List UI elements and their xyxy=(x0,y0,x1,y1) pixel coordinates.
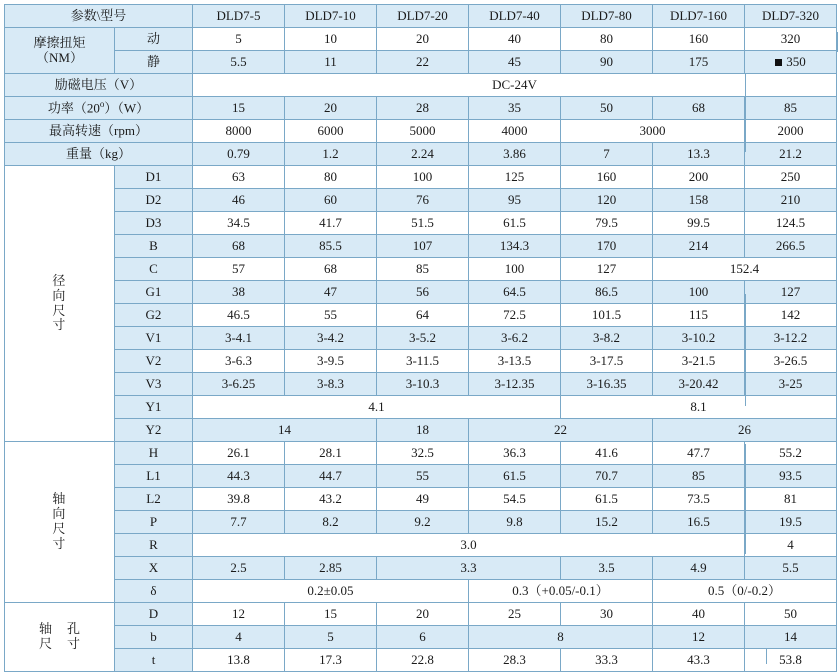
header-model-1: DLD7-10 xyxy=(285,5,377,28)
cell-x-2: 3.3 xyxy=(377,557,561,580)
table-row xyxy=(5,603,837,626)
cell-v1-4: 3-8.2 xyxy=(561,327,653,350)
cell-c-5: 152.4 xyxy=(653,258,837,281)
header-model-5: DLD7-160 xyxy=(653,5,745,28)
cell-boret-5: 43.3 xyxy=(653,649,745,672)
cell-weight-6: 21.2 xyxy=(745,143,837,166)
row-name-b: B xyxy=(115,235,193,258)
table-row xyxy=(5,580,837,603)
cell-d2-3: 95 xyxy=(469,189,561,212)
axial-ch-1: 轴 xyxy=(52,491,67,507)
cell-v3-0: 3-6.25 xyxy=(193,373,285,396)
cell-torque-sta-3: 45 xyxy=(469,51,561,74)
cell-d1-5: 200 xyxy=(653,166,745,189)
row-name-r: R xyxy=(115,534,193,557)
cell-v1-1: 3-4.2 xyxy=(285,327,377,350)
cell-c-1: 68 xyxy=(285,258,377,281)
group-label-radial xyxy=(5,166,115,442)
cell-d2-0: 46 xyxy=(193,189,285,212)
cell-g1-0: 38 xyxy=(193,281,285,304)
cell-p-6: 19.5 xyxy=(745,511,837,534)
row-name-g1: G1 xyxy=(115,281,193,304)
cell-h-1: 28.1 xyxy=(285,442,377,465)
header-model-6: DLD7-320 xyxy=(745,5,837,28)
cell-power-5: 68 xyxy=(653,97,745,120)
cell-g1-3: 64.5 xyxy=(469,281,561,304)
cell-y1-a: 4.1 xyxy=(193,396,561,419)
cell-y2-c: 22 xyxy=(469,419,653,442)
cell-g1-5: 100 xyxy=(653,281,745,304)
cell-boret-1: 17.3 xyxy=(285,649,377,672)
cell-torque-sta-6 xyxy=(745,51,837,74)
cell-v3-2: 3-10.3 xyxy=(377,373,469,396)
cell-torque-dyn-4: 80 xyxy=(561,28,653,51)
cell-bored-6: 50 xyxy=(745,603,837,626)
row-name-g2: G2 xyxy=(115,304,193,327)
table-row xyxy=(5,419,837,442)
cell-power-6: 85 xyxy=(745,97,837,120)
row-name-d3: D3 xyxy=(115,212,193,235)
row-name-y2: Y2 xyxy=(115,419,193,442)
cell-boret-6: 53.8 xyxy=(745,649,837,672)
row-name-x: X xyxy=(115,557,193,580)
radial-ch-3: 尺 xyxy=(52,302,67,318)
cell-h-4: 41.6 xyxy=(561,442,653,465)
cell-speed-3: 4000 xyxy=(469,120,561,143)
cell-l2-6: 81 xyxy=(745,488,837,511)
row-sublabel-dynamic: 动 xyxy=(115,28,193,51)
cell-d3-0: 34.5 xyxy=(193,212,285,235)
cell-x-0: 2.5 xyxy=(193,557,285,580)
row-label-max-speed: 最高转速（rpm） xyxy=(5,120,193,143)
cell-g2-1: 55 xyxy=(285,304,377,327)
cell-b-1: 85.5 xyxy=(285,235,377,258)
cell-p-2: 9.2 xyxy=(377,511,469,534)
cell-v1-0: 3-4.1 xyxy=(193,327,285,350)
cell-d3-3: 61.5 xyxy=(469,212,561,235)
group-label-bore xyxy=(5,603,115,672)
cell-torque-sta-5: 175 xyxy=(653,51,745,74)
table-row xyxy=(5,74,837,97)
cell-c-0: 57 xyxy=(193,258,285,281)
table-row xyxy=(5,143,837,166)
cell-g2-3: 72.5 xyxy=(469,304,561,327)
row-name-d2: D2 xyxy=(115,189,193,212)
row-name-l1: L1 xyxy=(115,465,193,488)
cell-speed-2: 5000 xyxy=(377,120,469,143)
cell-y1-b: 8.1 xyxy=(561,396,837,419)
cell-r-b: 4 xyxy=(745,534,837,557)
cell-torque-dyn-1: 10 xyxy=(285,28,377,51)
cell-speed-4: 3000 xyxy=(561,120,745,143)
group-label-axial xyxy=(5,442,115,603)
cell-torque-dyn-0: 5 xyxy=(193,28,285,51)
cell-g1-1: 47 xyxy=(285,281,377,304)
cell-speed-1: 6000 xyxy=(285,120,377,143)
cell-l2-2: 49 xyxy=(377,488,469,511)
cell-v1-3: 3-6.2 xyxy=(469,327,561,350)
radial-ch-1: 径 xyxy=(52,272,67,288)
cell-h-2: 32.5 xyxy=(377,442,469,465)
cell-d3-6: 124.5 xyxy=(745,212,837,235)
cell-l1-6: 93.5 xyxy=(745,465,837,488)
cell-d2-5: 158 xyxy=(653,189,745,212)
cell-torque-dyn-6: 320 xyxy=(745,28,837,51)
header-parameter-label: 参数\型号 xyxy=(5,5,193,28)
cell-delta-b: 0.3（+0.05/-0.1） xyxy=(469,580,653,603)
cell-v2-6: 3-26.5 xyxy=(745,350,837,373)
cell-bored-0: 12 xyxy=(193,603,285,626)
cell-v2-4: 3-17.5 xyxy=(561,350,653,373)
table-row xyxy=(5,51,837,74)
bore-line1: 轴 孔 xyxy=(39,621,86,637)
cell-boret-4: 33.3 xyxy=(561,649,653,672)
cell-weight-5: 13.3 xyxy=(653,143,745,166)
cell-v2-3: 3-13.5 xyxy=(469,350,561,373)
table-row xyxy=(5,511,837,534)
cell-weight-0: 0.79 xyxy=(193,143,285,166)
cell-h-6: 55.2 xyxy=(745,442,837,465)
cell-l1-3: 61.5 xyxy=(469,465,561,488)
scan-rule-header-right xyxy=(837,32,838,52)
cell-g1-6: 127 xyxy=(745,281,837,304)
cell-b-5: 214 xyxy=(653,235,745,258)
axial-ch-2: 向 xyxy=(52,506,67,522)
cell-p-3: 9.8 xyxy=(469,511,561,534)
cell-h-0: 26.1 xyxy=(193,442,285,465)
cell-b-0: 68 xyxy=(193,235,285,258)
cell-torque-dyn-5: 160 xyxy=(653,28,745,51)
cell-weight-2: 2.24 xyxy=(377,143,469,166)
cell-torque-dyn-2: 20 xyxy=(377,28,469,51)
cell-torque-sta-2: 22 xyxy=(377,51,469,74)
cell-c-3: 100 xyxy=(469,258,561,281)
row-name-v1: V1 xyxy=(115,327,193,350)
cell-g1-4: 86.5 xyxy=(561,281,653,304)
bore-line2: 尺 寸 xyxy=(39,636,86,651)
row-name-delta: δ xyxy=(115,580,193,603)
cell-delta-c: 0.5（0/-0.2） xyxy=(653,580,837,603)
scan-rule-bottom xyxy=(766,649,767,664)
cell-b-4: 170 xyxy=(561,235,653,258)
cell-power-0: 15 xyxy=(193,97,285,120)
cell-v2-0: 3-6.3 xyxy=(193,350,285,373)
cell-l1-2: 55 xyxy=(377,465,469,488)
row-sublabel-static: 静 xyxy=(115,51,193,74)
scan-rule-right-lower xyxy=(745,444,746,554)
specification-table xyxy=(4,4,837,672)
cell-v2-2: 3-11.5 xyxy=(377,350,469,373)
cell-v2-5: 3-21.5 xyxy=(653,350,745,373)
cell-l2-0: 39.8 xyxy=(193,488,285,511)
selection-marker xyxy=(775,59,782,66)
row-name-p: P xyxy=(115,511,193,534)
table-row xyxy=(5,235,837,258)
cell-c-4: 127 xyxy=(561,258,653,281)
row-name-d1: D1 xyxy=(115,166,193,189)
scan-rule-right-top xyxy=(745,74,746,152)
row-name-l2: L2 xyxy=(115,488,193,511)
cell-l2-5: 73.5 xyxy=(653,488,745,511)
cell-v1-5: 3-10.2 xyxy=(653,327,745,350)
cell-power-3: 35 xyxy=(469,97,561,120)
cell-boreb-5: 12 xyxy=(653,626,745,649)
scan-rule-right-mid xyxy=(745,294,746,406)
table-row xyxy=(5,166,837,189)
cell-g2-0: 46.5 xyxy=(193,304,285,327)
table-row xyxy=(5,120,837,143)
cell-v1-2: 3-5.2 xyxy=(377,327,469,350)
cell-boreb-6: 14 xyxy=(745,626,837,649)
table-row xyxy=(5,258,837,281)
table-row xyxy=(5,28,837,51)
row-name-bore-b: b xyxy=(115,626,193,649)
row-name-v3: V3 xyxy=(115,373,193,396)
cell-d1-3: 125 xyxy=(469,166,561,189)
cell-bored-3: 25 xyxy=(469,603,561,626)
cell-torque-sta-0: 5.5 xyxy=(193,51,285,74)
cell-l1-0: 44.3 xyxy=(193,465,285,488)
cell-d2-1: 60 xyxy=(285,189,377,212)
cell-g2-4: 101.5 xyxy=(561,304,653,327)
cell-h-5: 47.7 xyxy=(653,442,745,465)
cell-v3-1: 3-8.3 xyxy=(285,373,377,396)
cell-bored-1: 15 xyxy=(285,603,377,626)
cell-r-a: 3.0 xyxy=(193,534,745,557)
table-row xyxy=(5,442,837,465)
cell-weight-4: 7 xyxy=(561,143,653,166)
cell-h-3: 36.3 xyxy=(469,442,561,465)
cell-d1-4: 160 xyxy=(561,166,653,189)
cell-x-4: 3.5 xyxy=(561,557,653,580)
cell-boret-2: 22.8 xyxy=(377,649,469,672)
table-row xyxy=(5,373,837,396)
cell-power-2: 28 xyxy=(377,97,469,120)
radial-ch-2: 向 xyxy=(52,287,67,303)
cell-bored-2: 20 xyxy=(377,603,469,626)
cell-delta-a: 0.2±0.05 xyxy=(193,580,469,603)
cell-d2-2: 76 xyxy=(377,189,469,212)
cell-torque-dyn-3: 40 xyxy=(469,28,561,51)
cell-v3-3: 3-12.35 xyxy=(469,373,561,396)
table-row xyxy=(5,396,837,419)
cell-y2-b: 18 xyxy=(377,419,469,442)
row-label-friction-torque xyxy=(5,28,115,74)
cell-y2-a: 14 xyxy=(193,419,377,442)
cell-g1-2: 56 xyxy=(377,281,469,304)
cell-b-3: 134.3 xyxy=(469,235,561,258)
header-model-3: DLD7-40 xyxy=(469,5,561,28)
cell-boreb-2: 6 xyxy=(377,626,469,649)
degree-sign: o xyxy=(99,99,105,110)
cell-x-6: 5.5 xyxy=(745,557,837,580)
cell-bored-4: 30 xyxy=(561,603,653,626)
table-row xyxy=(5,350,837,373)
cell-g2-5: 115 xyxy=(653,304,745,327)
table-row xyxy=(5,465,837,488)
cell-g2-2: 64 xyxy=(377,304,469,327)
cell-v3-4: 3-16.35 xyxy=(561,373,653,396)
axial-ch-3: 尺 xyxy=(52,521,67,536)
table-row xyxy=(5,281,837,304)
cell-p-5: 16.5 xyxy=(653,511,745,534)
cell-power-1: 20 xyxy=(285,97,377,120)
cell-v3-6: 3-25 xyxy=(745,373,837,396)
header-model-2: DLD7-20 xyxy=(377,5,469,28)
cell-d1-1: 80 xyxy=(285,166,377,189)
cell-speed-0: 8000 xyxy=(193,120,285,143)
row-name-h: H xyxy=(115,442,193,465)
cell-c-2: 85 xyxy=(377,258,469,281)
cell-p-0: 7.7 xyxy=(193,511,285,534)
header-model-0: DLD7-5 xyxy=(193,5,285,28)
radial-ch-4: 寸 xyxy=(52,317,67,333)
cell-y2-d: 26 xyxy=(653,419,837,442)
table-row xyxy=(5,649,837,672)
row-label-excitation-voltage: 励磁电压（V） xyxy=(5,74,193,97)
cell-l1-4: 70.7 xyxy=(561,465,653,488)
cell-x-1: 2.85 xyxy=(285,557,377,580)
cell-x-5: 4.9 xyxy=(653,557,745,580)
cell-torque-sta-6-value: 350 xyxy=(786,53,806,69)
cell-l2-4: 61.5 xyxy=(561,488,653,511)
cell-torque-sta-1: 11 xyxy=(285,51,377,74)
cell-weight-1: 1.2 xyxy=(285,143,377,166)
cell-boret-0: 13.8 xyxy=(193,649,285,672)
cell-boreb-1: 5 xyxy=(285,626,377,649)
cell-d1-0: 63 xyxy=(193,166,285,189)
row-name-y1: Y1 xyxy=(115,396,193,419)
table-row xyxy=(5,626,837,649)
cell-d3-5: 99.5 xyxy=(653,212,745,235)
table-row xyxy=(5,557,837,580)
cell-g2-6: 142 xyxy=(745,304,837,327)
cell-boreb-0: 4 xyxy=(193,626,285,649)
row-name-bore-t: t xyxy=(115,649,193,672)
cell-p-1: 8.2 xyxy=(285,511,377,534)
cell-boreb-3: 8 xyxy=(469,626,653,649)
table-row xyxy=(5,534,837,557)
cell-v1-6: 3-12.2 xyxy=(745,327,837,350)
table-row xyxy=(5,189,837,212)
cell-p-4: 15.2 xyxy=(561,511,653,534)
cell-bored-5: 40 xyxy=(653,603,745,626)
table-row xyxy=(5,488,837,511)
table-row xyxy=(5,212,837,235)
cell-l2-1: 43.2 xyxy=(285,488,377,511)
table-row xyxy=(5,327,837,350)
row-label-weight: 重量（kg） xyxy=(5,143,193,166)
cell-l2-3: 54.5 xyxy=(469,488,561,511)
cell-d3-1: 41.7 xyxy=(285,212,377,235)
row-name-bore-d: D xyxy=(115,603,193,626)
cell-boret-3: 28.3 xyxy=(469,649,561,672)
table-header-row xyxy=(5,5,837,28)
cell-v3-5: 3-20.42 xyxy=(653,373,745,396)
cell-d1-6: 250 xyxy=(745,166,837,189)
cell-torque-sta-4: 90 xyxy=(561,51,653,74)
cell-b-2: 107 xyxy=(377,235,469,258)
table-row xyxy=(5,304,837,327)
cell-d1-2: 100 xyxy=(377,166,469,189)
cell-weight-3: 3.86 xyxy=(469,143,561,166)
cell-d2-6: 210 xyxy=(745,189,837,212)
row-name-v2: V2 xyxy=(115,350,193,373)
cell-l1-1: 44.7 xyxy=(285,465,377,488)
cell-d2-4: 120 xyxy=(561,189,653,212)
spec-sheet xyxy=(0,4,840,667)
cell-b-6: 266.5 xyxy=(745,235,837,258)
friction-torque-line2: （NM） xyxy=(36,49,83,65)
row-label-power: 功率（20$^o$）（W） xyxy=(5,97,193,120)
cell-v2-1: 3-9.5 xyxy=(285,350,377,373)
cell-d3-2: 51.5 xyxy=(377,212,469,235)
cell-excitation-voltage: DC-24V xyxy=(193,74,837,97)
row-name-c: C xyxy=(115,258,193,281)
header-model-4: DLD7-80 xyxy=(561,5,653,28)
cell-d3-4: 79.5 xyxy=(561,212,653,235)
friction-torque-line1: 摩擦扭矩 xyxy=(33,34,86,50)
cell-power-4: 50 xyxy=(561,97,653,120)
axial-ch-4: 寸 xyxy=(52,535,67,551)
cell-l1-5: 85 xyxy=(653,465,745,488)
table-row xyxy=(5,97,837,120)
cell-speed-6: 2000 xyxy=(745,120,837,143)
